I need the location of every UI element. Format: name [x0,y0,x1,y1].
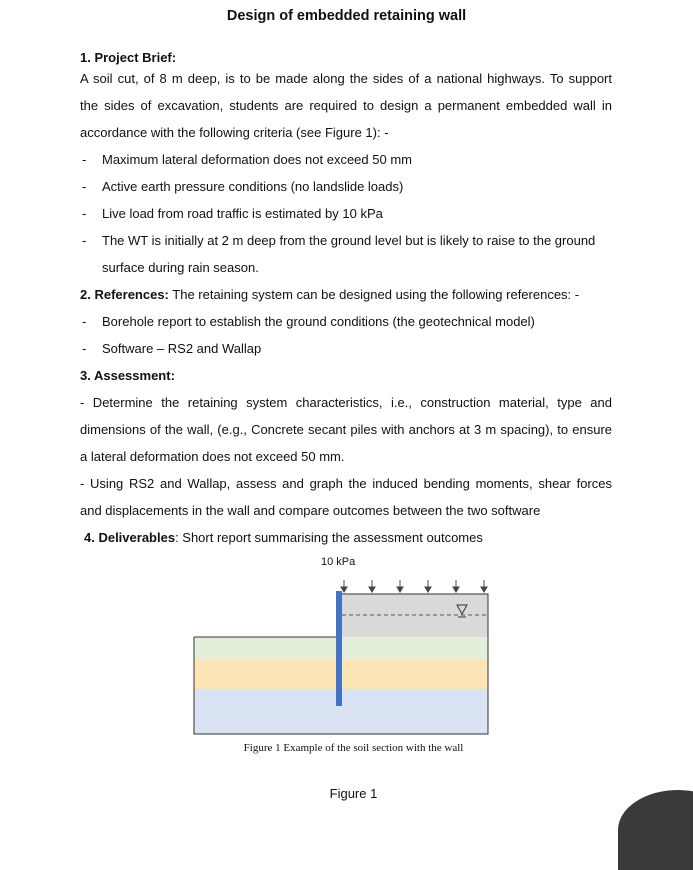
paragraph-line: - Using RS2 and Wallap, assess and graph the induced bending moments, shear forces [80,476,612,491]
section-heading-references: 2. References: [80,287,169,302]
bullet-marker: - [82,314,87,329]
bullet-marker: - [82,341,87,356]
paragraph-line: a lateral deformation does not exceed 50 mm. [80,449,345,464]
bullet-marker: - [82,233,87,248]
figure-caption: Figure 1 Example of the soil section with the wall [243,742,464,754]
deliverables-text: : Short report summarising the assessment outcomes [175,530,483,545]
section-heading-deliverables: 4. Deliverables [84,530,176,545]
paragraph-line: - Determine the retaining system characteristics, i.e., construction material, type and [80,395,612,410]
section-heading-project-brief: 1. Project Brief: [80,50,177,65]
bullet-marker: - [82,179,87,194]
references-intro: The retaining system can be designed using the following references: - [168,287,580,302]
paragraph-line: dimensions of the wall, (e.g., Concrete secant piles with anchors at 3 m spacing), to ensure [80,422,612,437]
figure-label: Figure 1 [329,786,378,801]
list-item: Active earth pressure conditions (no landslide loads) [102,179,404,194]
paragraph-line: and displacements in the wall and compare outcomes between the two software [80,503,541,518]
list-item: The WT is initially at 2 m deep from the ground level but is likely to raise to the ground [102,233,596,248]
section-heading-assessment: 3. Assessment: [80,368,175,383]
page-title: Design of embedded retaining wall [226,8,467,24]
retaining-wall [336,591,342,706]
load-label: 10 kPa [321,556,356,568]
list-item-continuation: surface during rain season. [102,260,259,275]
paragraph-line: the sides of excavation, students are required to design a permanent embedded wall in [80,98,612,113]
paragraph-line: accordance with the following criteria (see Figure 1): - [80,125,389,140]
bullet-marker: - [82,152,87,167]
list-item: Maximum lateral deformation does not exceed 50 mm [102,152,412,167]
bullet-marker: - [82,206,87,221]
list-item: Borehole report to establish the ground conditions (the geotechnical model) [102,314,535,329]
list-item: Live load from road traffic is estimated by 10 kPa [102,206,383,221]
surcharge-load-arrows [341,580,487,592]
list-item: Software – RS2 and Wallap [102,341,262,356]
paragraph-line: A soil cut, of 8 m deep, is to be made along the sides of a national highways. To support [80,71,612,86]
